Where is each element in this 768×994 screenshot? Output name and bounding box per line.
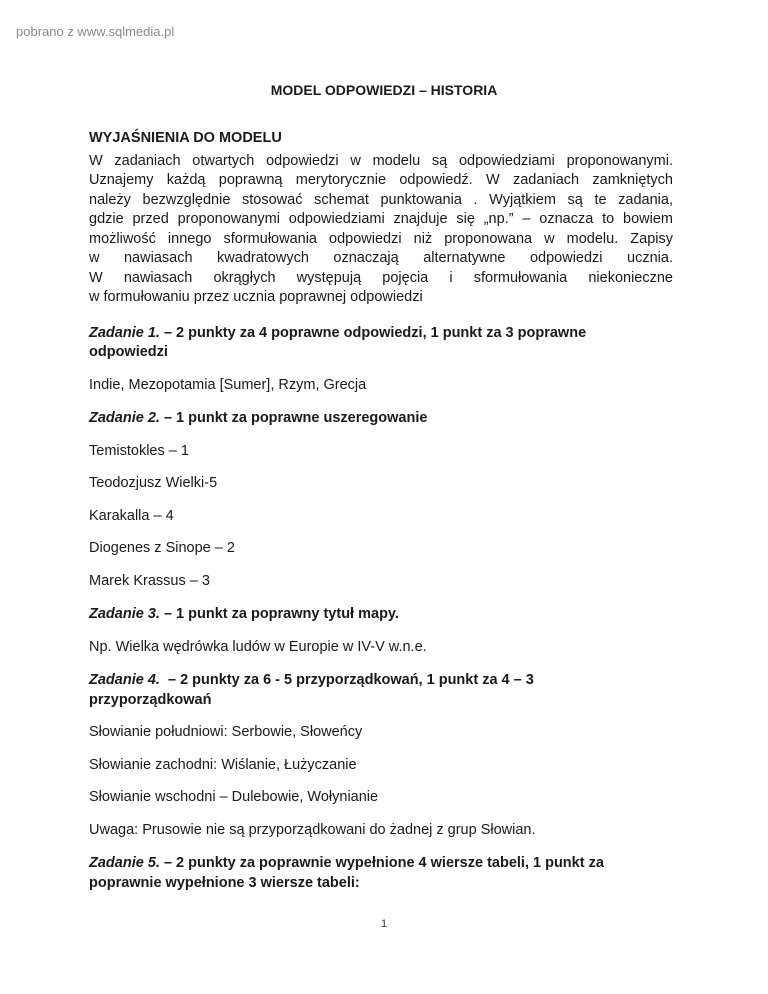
task-rule: – 2 punkty za poprawnie wypełnione 4 wiersze tabeli, 1 punkt za	[159, 855, 604, 871]
task-label: Zadanie 1.	[89, 324, 160, 341]
intro-line: w nawiasach kwadratowych oznaczają alternatywne odpowiedzi ucznia.	[89, 250, 673, 266]
page-number: 1	[380, 918, 388, 930]
intro-line: Uznajemy każdą poprawną merytorycznie odpowiedź. W zadaniach zamkniętych	[89, 172, 673, 188]
answer-line: Temistokles – 1	[89, 442, 189, 459]
task-5-heading	[89, 854, 673, 893]
task-rule: – 2 punkty za 6 - 5 przyporządkowań, 1 punkt za 4 – 3	[159, 672, 534, 688]
intro-paragraph	[89, 152, 673, 308]
intro-line: W zadaniach otwartych odpowiedzi w modelu są odpowiedziami proponowanymi.	[89, 152, 673, 169]
answer-line: Marek Krassus – 3	[89, 572, 210, 589]
answer-line: Słowianie wschodni – Dulebowie, Wołynianie	[89, 789, 379, 805]
page-title: MODEL ODPOWIEDZI – HISTORIA	[270, 82, 498, 98]
intro-line: możliwość innego sformułowania odpowiedzi niż proponowana w modelu. Zapisy	[89, 230, 673, 247]
task-label: Zadanie 2.	[89, 410, 160, 426]
answer-line: Karakalla – 4	[89, 507, 174, 524]
watermark: pobrano z www.sqlmedia.pl	[16, 24, 175, 39]
task-rule: – 1 punkt za poprawne uszeregowanie	[159, 410, 428, 426]
task-rule-cont: przyporządkowań	[89, 691, 212, 708]
task-1-heading	[89, 324, 673, 363]
answer-line: Teodozjusz Wielki-5	[89, 475, 218, 491]
intro-line: W nawiasach okrągłych występują pojęcia i sformułowania niekonieczne	[89, 269, 673, 286]
task-label: Zadanie 3.	[89, 606, 160, 622]
answer-line: Słowianie południowi: Serbowie, Słoweńcy	[89, 724, 363, 740]
task-3-heading	[89, 605, 673, 625]
document-body	[89, 129, 673, 893]
task-rule-cont: poprawnie wypełnione 3 wiersze tabeli:	[89, 874, 360, 891]
intro-heading: WYJAŚNIENIA DO MODELU	[89, 130, 282, 146]
answer-line: Uwaga: Prusowie nie są przyporządkowani do żadnej z grup Słowian.	[89, 821, 536, 838]
task-label: Zadanie 4.	[89, 672, 160, 688]
answer-line: Słowianie zachodni: Wiślanie, Łużyczanie	[89, 756, 357, 773]
task-rule: – 1 punkt za poprawny tytuł mapy.	[159, 606, 399, 622]
answer-line: Np. Wielka wędrówka ludów w Europie w IV-V w.n.e.	[89, 638, 427, 655]
intro-line: gdzie przed proponowanymi odpowiedziami znajduje się „np.” – oznacza to bowiem	[89, 211, 673, 227]
intro-line: należy bezwzględnie stosować schemat punktowania . Wyjątkiem są te zadania,	[89, 191, 673, 208]
task-rule: – 2 punkty za 4 poprawne odpowiedzi, 1 punkt za 3 poprawne	[159, 324, 587, 341]
answer-line: Indie, Mezopotamia [Sumer], Rzym, Grecja	[89, 376, 367, 393]
task-rule-cont: odpowiedzi	[89, 344, 168, 360]
task-label: Zadanie 5.	[89, 855, 160, 871]
task-4-heading	[89, 671, 673, 710]
intro-line: w formułowaniu przez ucznia poprawnej odpowiedzi	[89, 289, 423, 305]
task-2-heading	[89, 409, 673, 429]
answer-line: Diogenes z Sinope – 2	[89, 540, 235, 556]
